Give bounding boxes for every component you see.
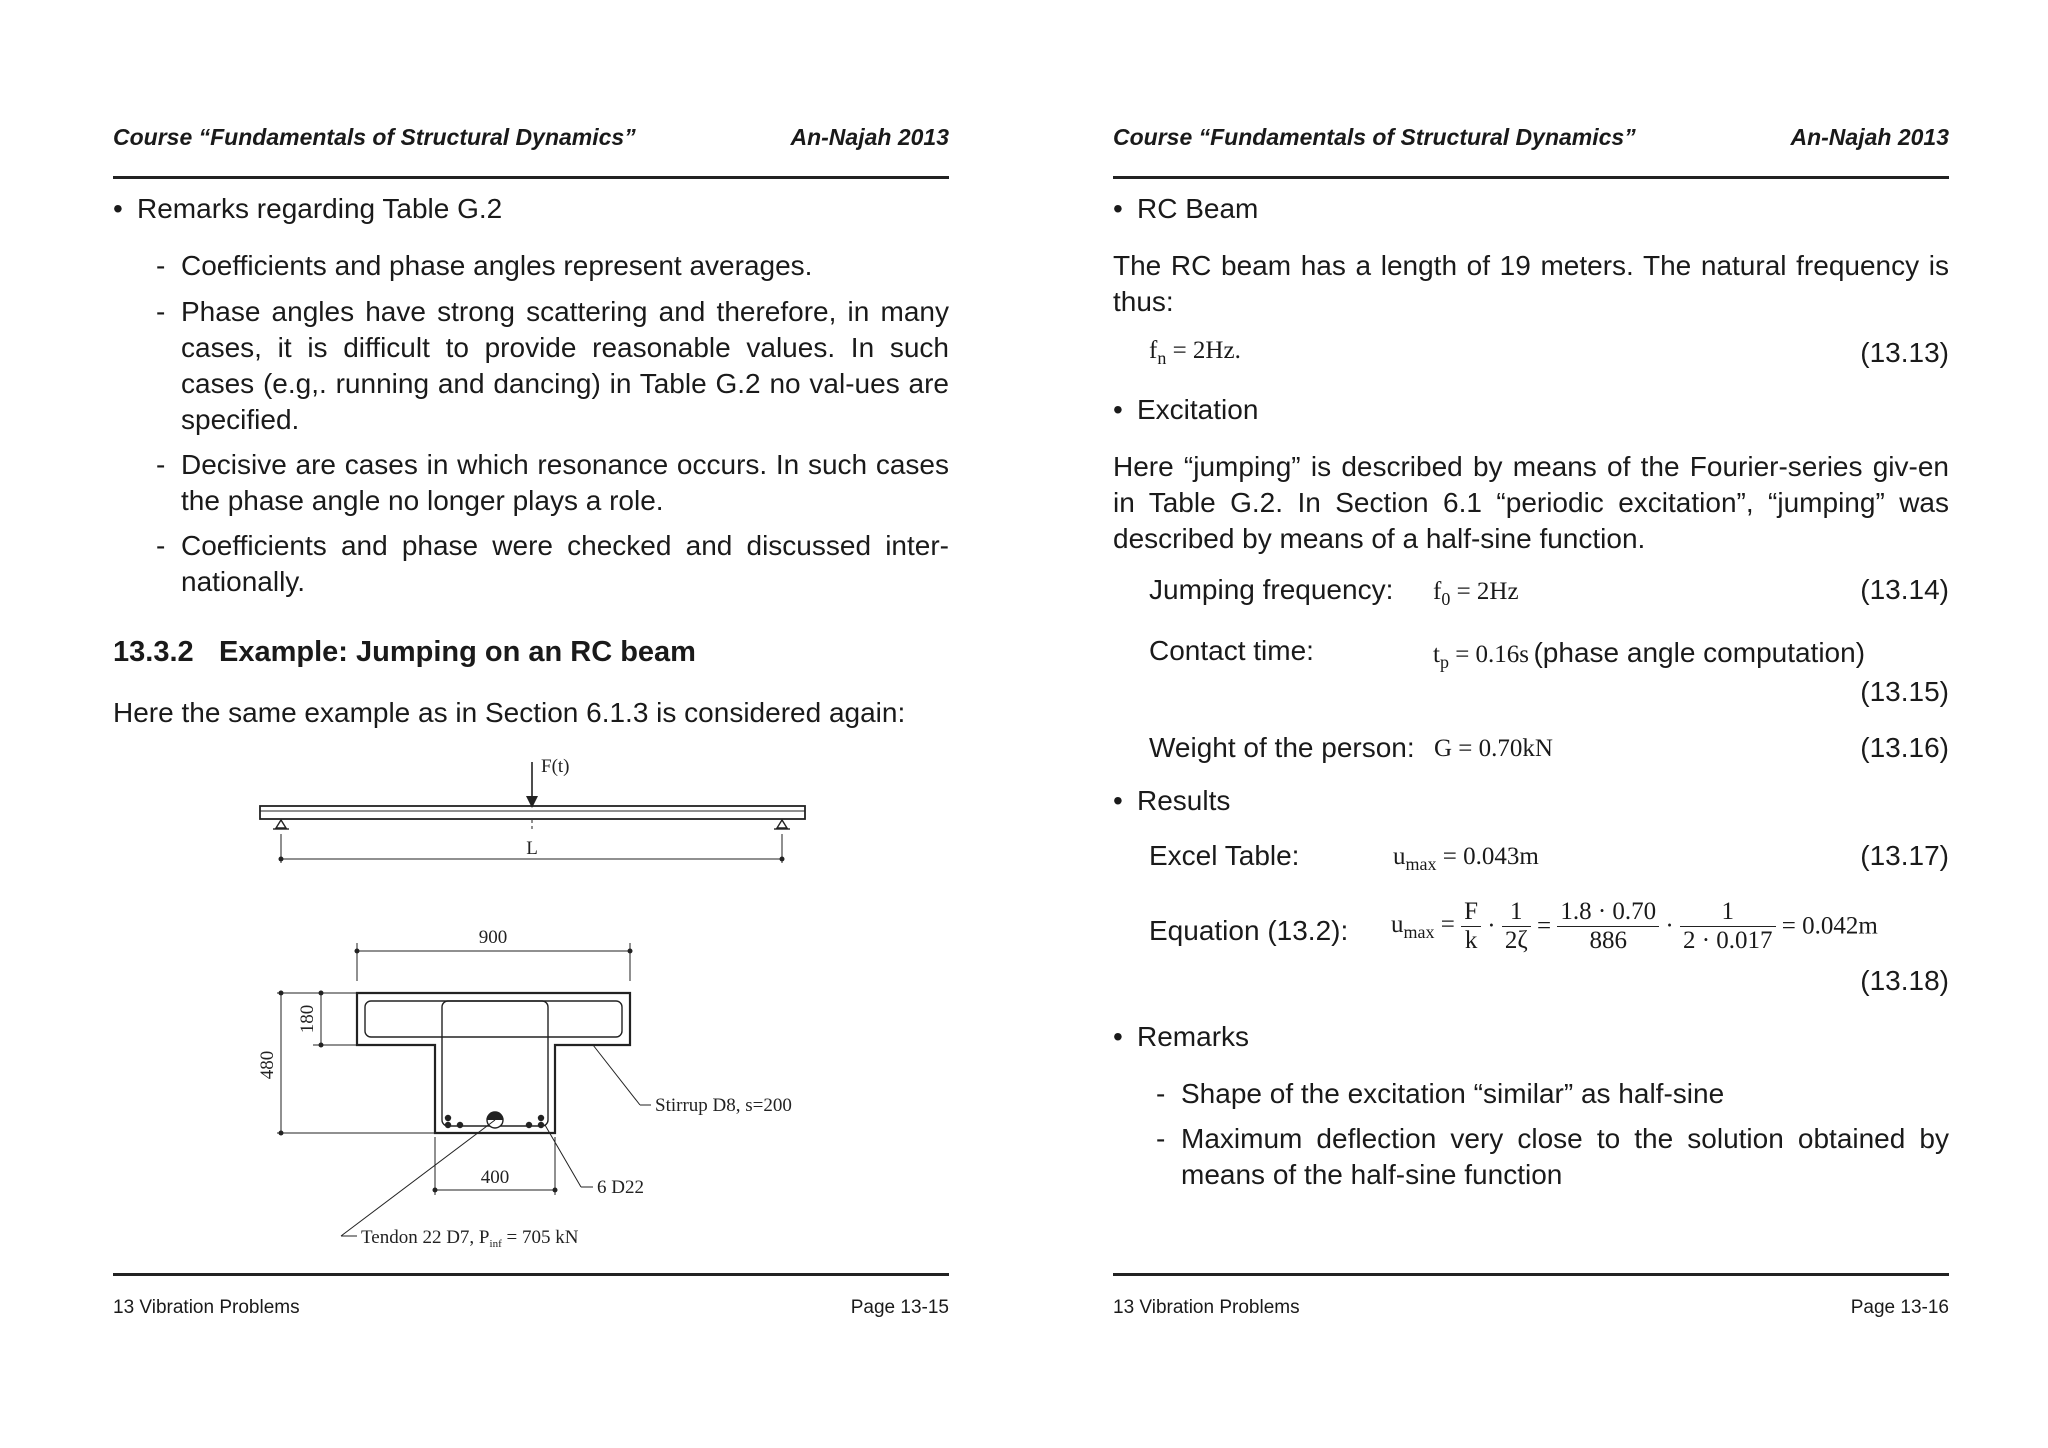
dash-item: - Coefficients and phase were checked and discussed inter-nationally.: [156, 528, 949, 600]
rebar-leader: [545, 1125, 581, 1187]
bullet-results: • Results: [1113, 785, 1231, 816]
equation-label: Weight of the person:: [1149, 732, 1415, 763]
equation-13-15: $t_p = 0.16s$ (phase angle computation): [1433, 637, 1866, 672]
course-title: Course “Fundamentals of Structural Dynamics”: [113, 124, 636, 150]
web-stirrup: [442, 1001, 548, 1126]
rebar: [538, 1122, 544, 1128]
equation-label: Contact time:: [1149, 635, 1314, 666]
footer-rule: [1113, 1273, 1949, 1276]
equation-13-18: $u_{max}$ = $\frac{F}{k}$ · $\frac{1}{2\zeta}$ = $\frac{1.8 \cdot 0.70}{886}$ · $\frac{1}{2 \cdot 0.017}$ = 0.042m: [1391, 898, 1878, 954]
web-width-label: 400: [480, 1167, 510, 1188]
chapter-title: 13 Vibration Problems: [113, 1297, 300, 1318]
stirrup-label: Stirrup D8, s=200: [655, 1095, 792, 1116]
equation-number: (13.18): [1860, 965, 1949, 996]
section-title: Example: Jumping on an RC beam: [219, 636, 696, 668]
rebar: [445, 1122, 451, 1128]
dash-text: Shape of the excitation “similar” as half-sine: [1181, 1078, 1725, 1109]
page-header: [113, 124, 949, 156]
equation-note: (phase angle computation): [1533, 637, 1866, 668]
tendon-label: Tendon 22 D7, $P_{inf} = 705$ kN: [361, 1227, 579, 1250]
institution-year: An-Najah 2013: [1790, 124, 1949, 150]
dash-item: - Decisive are cases in which resonance occurs. In such cases the phase angle no longer plays a role.: [156, 447, 949, 519]
beam-body: [260, 806, 805, 819]
equation-13-14: $f_0 = 2Hz$: [1433, 578, 1519, 609]
equation-13-13: $f_n = 2Hz$.: [1149, 337, 1241, 368]
header-rule: [1113, 176, 1949, 179]
bullet-remarks: • Remarks: [1113, 1021, 1250, 1052]
page-number: Page 13-15: [850, 1297, 949, 1318]
rebar: [445, 1115, 451, 1121]
dash-text: Phase angles have strong scattering and therefore, in many cases, it is difficult to provide reasonable values. In such cases (e.g,. running and dancing) in Table G.2 no val-ues are specified.: [181, 296, 949, 435]
section-heading: [113, 636, 696, 669]
excitation-paragraph: Here “jumping” is described by means of the Fourier-series giv-en in Table G.2. In Section 6.1 “periodic excitation”, “jumping” was described by means of a half-sine function.: [1113, 451, 1949, 554]
section-number: 13.3.2: [113, 636, 194, 668]
stirrup-leader: [593, 1045, 640, 1105]
bullet-excitation: • Excitation: [1113, 394, 1259, 425]
header-rule: [113, 176, 949, 179]
bullet-dot: •: [113, 193, 123, 224]
equation-label: Excel Table:: [1149, 840, 1300, 871]
beam-elevation-figure: [113, 750, 949, 870]
dash-item: - Phase angles have strong scattering and therefore, in many cases, it is difficult to provide reasonable values. In such cases (e.g,. running and dancing) in Table G.2 no val-ues are specified.: [156, 294, 949, 438]
left-page: [113, 0, 949, 1448]
fraction: $\frac{1.8 \cdot 0.70}{886}$: [1557, 898, 1659, 955]
dash-item: - Maximum deflection very close to the solution obtained by means of the half-sine function: [1156, 1121, 1949, 1193]
page-number: Page 13-16: [1850, 1297, 1949, 1318]
course-title: Course “Fundamentals of Structural Dynamics”: [1113, 124, 1636, 150]
intro-paragraph: Here the same example as in Section 6.1.3 is considered again:: [113, 697, 906, 728]
flange-stirrup: [365, 1001, 622, 1037]
equation-label: Equation (13.2):: [1149, 915, 1349, 946]
bullet-text: Excitation: [1137, 394, 1259, 425]
bullet-text: Remarks: [1137, 1021, 1250, 1052]
bullet-remarks: [113, 193, 502, 225]
bullet-text: Results: [1137, 785, 1231, 816]
right-support: [777, 820, 787, 828]
page-header: [1113, 124, 1949, 156]
fraction: $\frac{1}{2 \cdot 0.017}$: [1680, 898, 1776, 955]
equation-label: Jumping frequency:: [1149, 574, 1394, 605]
equation-number: (13.15): [1860, 676, 1949, 707]
rebar-label: 6 D22: [597, 1177, 644, 1198]
dash-item: - Coefficients and phase angles represent averages.: [156, 248, 949, 284]
span-label: L: [526, 838, 538, 859]
dash-text: Decisive are cases in which resonance occurs. In such cases the phase angle no longer plays a role.: [181, 449, 949, 516]
tendon-leader: [341, 1120, 495, 1236]
rebar: [526, 1122, 532, 1128]
equation-13-16: G = 0.70kN: [1434, 735, 1553, 762]
fraction: $\frac{F}{k}$: [1461, 898, 1481, 955]
right-page: [1113, 0, 1949, 1448]
rebar: [538, 1115, 544, 1121]
dash-text: Coefficients and phase were checked and discussed inter-nationally.: [181, 530, 949, 597]
load-label: F(t): [541, 756, 570, 777]
dash-text: Coefficients and phase angles represent averages.: [181, 250, 813, 281]
flange-depth-label: 180: [297, 1004, 318, 1034]
equation-13-17: $u_{max} = 0.043m$: [1393, 843, 1539, 874]
total-depth-label: 480: [257, 1050, 278, 1080]
cross-section-figure: [113, 925, 949, 1265]
institution-year: An-Najah 2013: [790, 124, 949, 150]
rebar: [457, 1122, 463, 1128]
left-support: [276, 820, 286, 828]
beam-paragraph: The RC beam has a length of 19 meters. The natural frequency is thus:: [1113, 250, 1949, 317]
fraction: $\frac{1}{2\zeta}$: [1502, 898, 1531, 955]
chapter-title: 13 Vibration Problems: [1113, 1297, 1300, 1318]
dash-item: - Shape of the excitation “similar” as half-sine: [1156, 1076, 1949, 1112]
equation-number: (13.16): [1860, 732, 1949, 763]
bullet-text: RC Beam: [1137, 193, 1259, 224]
bullet-text: Remarks regarding Table G.2: [137, 193, 503, 224]
equation-number: (13.13): [1860, 337, 1949, 368]
equation-number: (13.17): [1860, 840, 1949, 871]
dash-text: Maximum deflection very close to the solution obtained by means of the half-sine function: [1181, 1123, 1949, 1190]
footer-rule: [113, 1273, 949, 1276]
equation-number: (13.14): [1860, 574, 1949, 605]
bullet-rc-beam: • RC Beam: [1113, 193, 1259, 224]
flange-width-label: 900: [478, 927, 508, 948]
